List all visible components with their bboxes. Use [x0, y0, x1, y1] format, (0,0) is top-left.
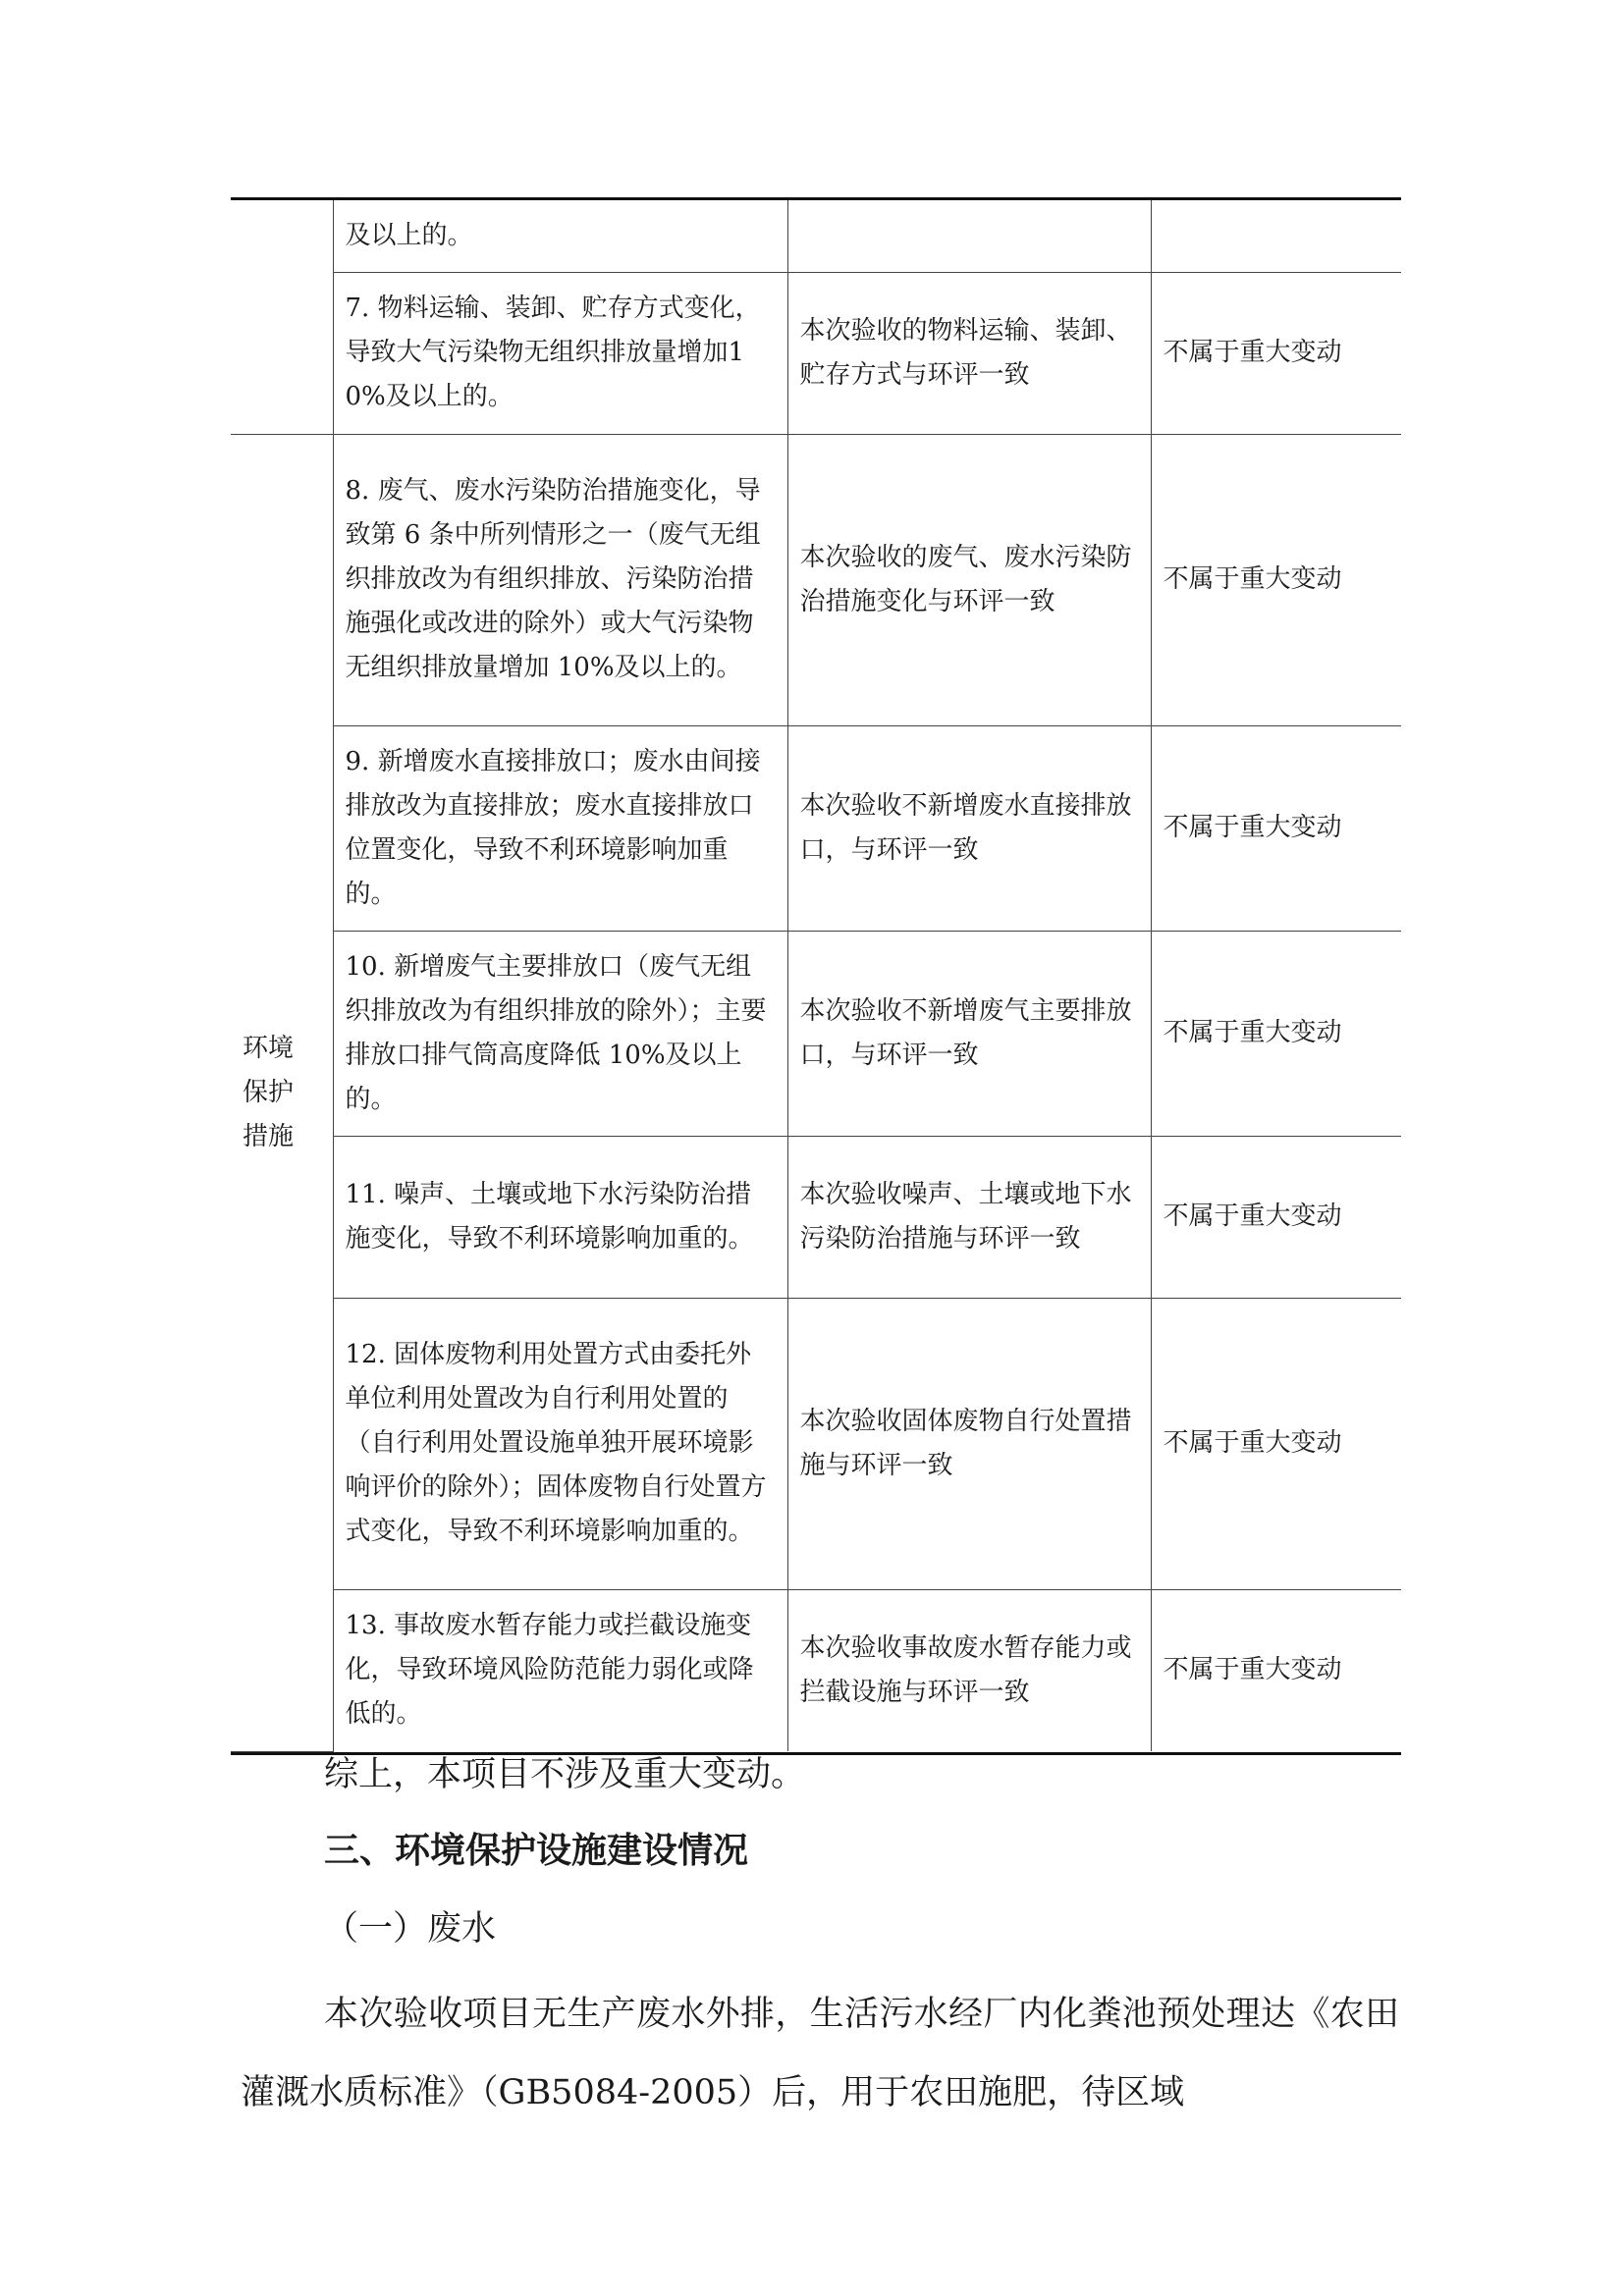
measure-cell — [787, 725, 1151, 931]
category-text: 环境 保护 措施 — [243, 1033, 295, 1151]
measure-text: 本次验收事故废水暂存能力或拦截设施与环评一致 — [799, 1632, 1132, 1707]
result-cell — [1151, 272, 1401, 434]
summary-text: 综上，本项目不涉及重大变动。 — [324, 1755, 806, 1794]
change-review-table-wrap — [231, 197, 1401, 1755]
section-heading: 三、环境保护设施建设情况 — [324, 1830, 749, 1871]
table-row — [231, 725, 1401, 931]
result-cell — [1151, 931, 1401, 1136]
measure-cell — [787, 1298, 1151, 1589]
result-text: 不属于重大变动 — [1163, 338, 1342, 367]
measure-text: 本次验收噪声、土壤或地下水污染防治措施与环评一致 — [799, 1179, 1132, 1254]
category-cell — [231, 200, 333, 434]
item-text: 及以上的。 — [345, 220, 473, 250]
item-text: 8. 废气、废水污染防治措施变化，导致第 6 条中所列情形之一（废气无组织排放改为有组织排放、污染防治措施强化或改进的除外）或大气污染物无组织排放量增加 10%及以上的。 — [345, 476, 761, 682]
result-cell — [1151, 1589, 1401, 1751]
item-cell — [333, 1298, 787, 1589]
measure-cell — [787, 1136, 1151, 1298]
result-cell — [1151, 434, 1401, 725]
item-text: 7. 物料运输、装卸、贮存方式变化，导致大气污染物无组织排放量增加10%及以上的。 — [345, 294, 761, 411]
table-row — [231, 272, 1401, 434]
result-cell — [1151, 200, 1401, 272]
table-row — [231, 200, 1401, 272]
result-cell — [1151, 725, 1401, 931]
measure-text: 本次验收固体废物自行处置措施与环评一致 — [799, 1406, 1132, 1480]
measure-text: 本次验收不新增废气主要排放口，与环评一致 — [799, 995, 1132, 1070]
measure-text: 本次验收的物料运输、装卸、贮存方式与环评一致 — [799, 315, 1132, 390]
table-row — [231, 931, 1401, 1136]
item-text: 9. 新增废水直接排放口；废水由间接排放改为直接排放；废水直接排放口位置变化，导致不利环境影响加重的。 — [345, 746, 761, 909]
item-text: 10. 新增废气主要排放口（废气无组织排放改为有组织排放的除外）；主要排放口排气筒高度降低 10%及以上的。 — [345, 951, 767, 1114]
result-cell — [1151, 1298, 1401, 1589]
item-cell — [333, 725, 787, 931]
item-text: 11. 噪声、土壤或地下水污染防治措施变化，导致不利环境影响加重的。 — [345, 1179, 754, 1254]
item-cell — [333, 931, 787, 1136]
measure-cell — [787, 200, 1151, 272]
change-review-table — [231, 200, 1401, 1752]
measure-cell — [787, 272, 1151, 434]
table-row — [231, 1589, 1401, 1751]
table-row — [231, 1298, 1401, 1589]
body-paragraph: 本次验收项目无生产废水外排，生活污水经厂内化粪池预处理达《农田灌溉水质标准》（GB5084-2005）后，用于农田施肥，待区域 — [241, 1995, 1399, 2112]
category-cell — [231, 434, 333, 1751]
measure-cell — [787, 1589, 1151, 1751]
result-text: 不属于重大变动 — [1163, 564, 1342, 594]
item-text: 12. 固体废物利用处置方式由委托外单位利用处置改为自行利用处置的（自行利用处置设施单独开展环境影响评价的除外）；固体废物自行处置方式变化，导致不利环境影响加重的。 — [345, 1340, 767, 1546]
table-row — [231, 1136, 1401, 1298]
item-cell — [333, 200, 787, 272]
item-cell — [333, 272, 787, 434]
measure-cell — [787, 434, 1151, 725]
result-text: 不属于重大变动 — [1163, 1655, 1342, 1685]
measure-cell — [787, 931, 1151, 1136]
result-cell — [1151, 1136, 1401, 1298]
result-text: 不属于重大变动 — [1163, 1201, 1342, 1231]
result-text: 不属于重大变动 — [1163, 813, 1342, 842]
sub-heading: （一）废水 — [324, 1909, 497, 1949]
item-cell — [333, 1136, 787, 1298]
result-text: 不属于重大变动 — [1163, 1018, 1342, 1047]
measure-text: 本次验收不新增废水直接排放口，与环评一致 — [799, 790, 1132, 865]
item-cell — [333, 434, 787, 725]
item-text: 13. 事故废水暂存能力或拦截设施变化，导致环境风险防范能力弱化或降低的。 — [345, 1611, 754, 1730]
result-text: 不属于重大变动 — [1163, 1428, 1342, 1458]
item-cell — [333, 1589, 787, 1751]
measure-text: 本次验收的废气、废水污染防治措施变化与环评一致 — [799, 542, 1132, 616]
table-row — [231, 434, 1401, 725]
